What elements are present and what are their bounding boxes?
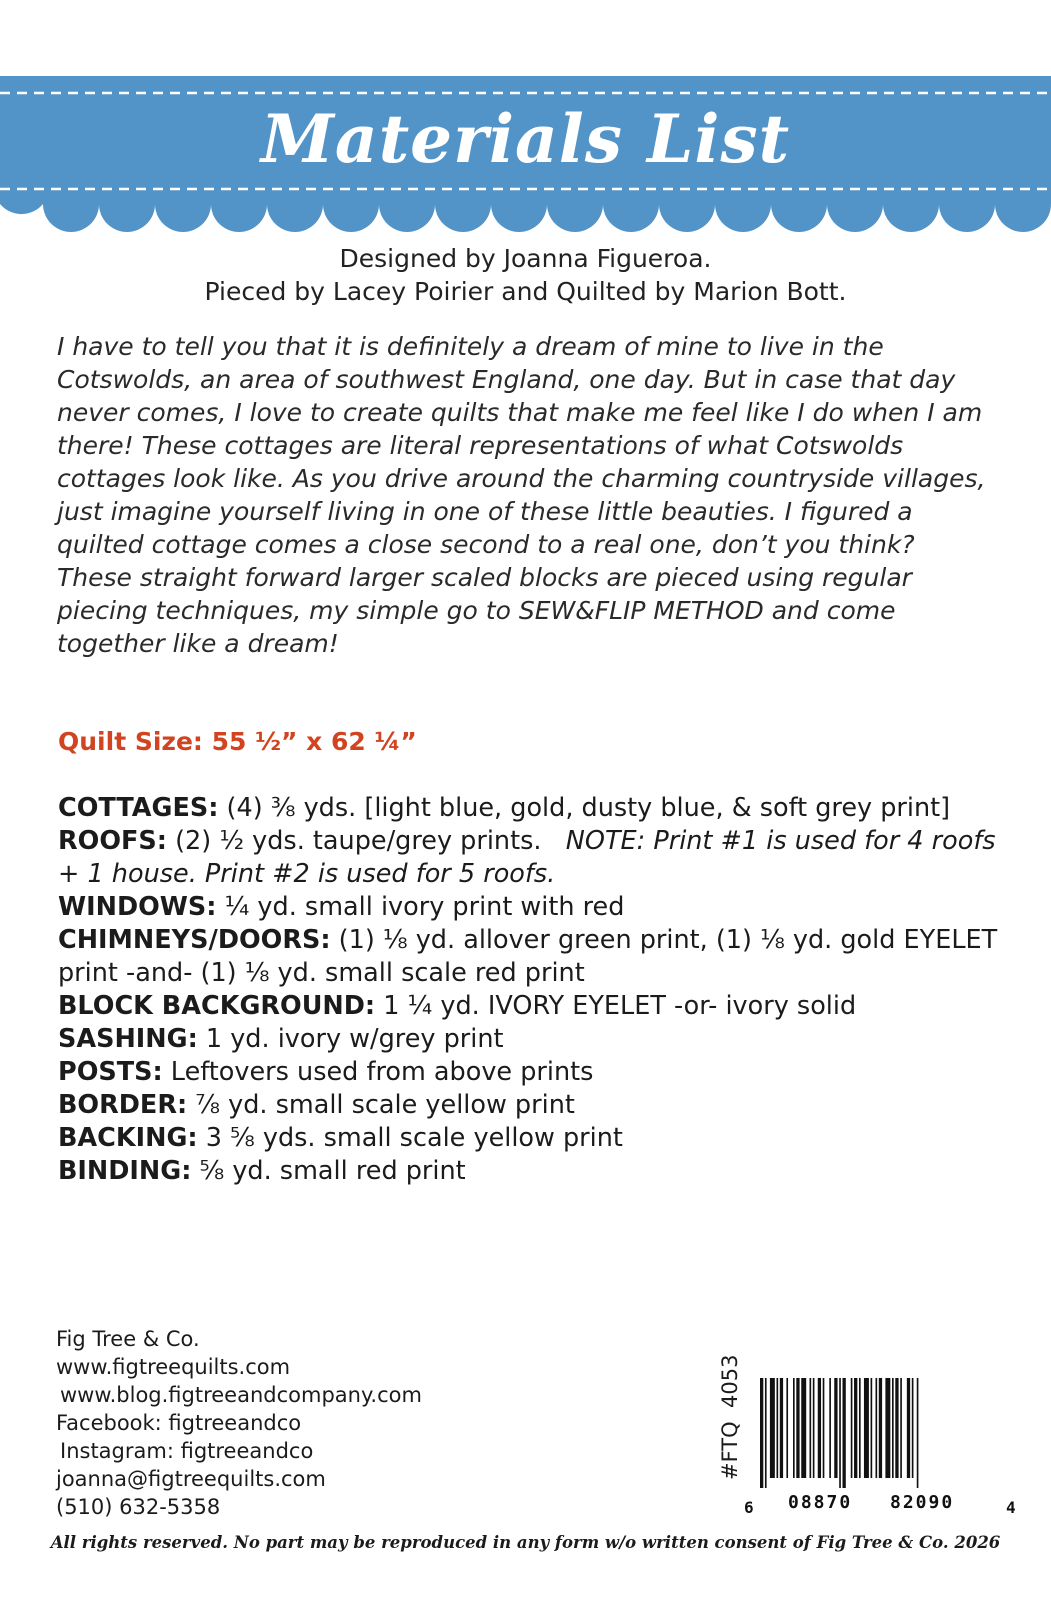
barcode-bar: [810, 1378, 812, 1478]
material-backing: [58, 1122, 1018, 1155]
barcode-check-digit: 4: [1006, 1498, 1016, 1517]
material-text: 1 ¼ yd. IVORY EYELET -or- ivory solid: [375, 991, 857, 1021]
barcode-bar: [786, 1378, 788, 1478]
materials-banner: [0, 76, 1051, 236]
material-text: (1) ⅛ yd. allover green print, (1) ⅛ yd. gold EYELET print -and- (1) ⅛ yd. small scale red print: [58, 925, 998, 988]
material-label: ROOFS:: [58, 826, 167, 856]
barcode-bar: [813, 1378, 815, 1478]
barcode-bar: [760, 1378, 763, 1488]
pieced-credit: Pieced by Lacey Poirier and Quilted by Marion Bott.: [204, 277, 847, 306]
credits: [0, 242, 1051, 308]
material-text: 3 ⅝ yds. small scale yellow print: [197, 1123, 623, 1153]
barcode-bar: [892, 1378, 894, 1478]
material-label: BLOCK BACKGROUND:: [58, 991, 376, 1021]
facebook-handle: Facebook: figtreeandco: [56, 1411, 302, 1435]
barcode-bar: [900, 1378, 902, 1478]
barcode-bar: [839, 1378, 841, 1488]
barcode-bar: [859, 1378, 861, 1478]
material-border: [58, 1089, 1018, 1122]
material-sashing: [58, 1023, 1018, 1056]
material-note: NOTE: Print #1 is used for 4 roofs + 1 house. Print #2 is used for 5 roofs.: [58, 826, 996, 889]
barcode-bar: [770, 1378, 775, 1478]
barcode-bar: [871, 1378, 873, 1478]
barcode-bar: [854, 1378, 857, 1478]
barcode-bar: [777, 1378, 779, 1478]
material-label: WINDOWS:: [58, 892, 217, 922]
material-text: ⅝ yd. small red print: [191, 1156, 466, 1186]
instagram-handle: Instagram: figtreeandco: [60, 1439, 314, 1463]
barcode-bar: [765, 1378, 767, 1488]
material-cottages: [58, 792, 1018, 825]
barcode-bar: [851, 1378, 853, 1478]
barcode-bar: [917, 1378, 919, 1488]
quilt-size: Quilt Size: 55 ½” x 62 ¼”: [58, 727, 417, 756]
materials-list: [58, 792, 1018, 1188]
page-title: Materials List: [260, 100, 791, 178]
material-label: BACKING:: [58, 1123, 198, 1153]
email-link[interactable]: joanna@figtreequilts.com: [56, 1467, 326, 1491]
barcode-bar: [793, 1378, 795, 1478]
material-text: (4) ⅜ yds. [light blue, gold, dusty blue, & soft grey print]: [218, 793, 951, 823]
barcode-bar: [912, 1378, 914, 1478]
material-label: BINDING:: [58, 1156, 192, 1186]
barcode-bar: [907, 1378, 910, 1478]
barcode-image: [760, 1378, 1002, 1488]
material-chimneys-doors: [58, 924, 1018, 990]
barcode-bar: [818, 1378, 821, 1478]
barcode-bar: [780, 1378, 783, 1478]
barcode-bar: [879, 1378, 882, 1478]
barcode-bar: [885, 1378, 890, 1478]
designer-credit: Designed by Joanna Figueroa.: [339, 244, 712, 273]
website-link[interactable]: www.figtreequilts.com: [56, 1355, 291, 1379]
contact-info: [56, 1325, 422, 1521]
intro-text: [57, 330, 1007, 660]
barcode-bar: [895, 1378, 898, 1478]
barcode-lead-digit: 6: [744, 1498, 754, 1517]
intro-paragraph-1: I have to tell you that it is definitely a dream of mine to live in the Cotswolds, an area of southwest England, one day. But in case that day never comes, I love to create quilts that make me feel like I do when I am there! These cottages are literal representations of what Cotswolds cottages look like. As you drive around the charming countryside villages, just imagine yourself living in one of these little beauties. I figured a quilted cottage comes a close second to a real one, don’t you think?: [57, 332, 986, 559]
material-roofs: [58, 825, 1018, 891]
intro-paragraph-2: These straight forward larger scaled blocks are pieced using regular piecing techniques, my simple go to SEW&FLIP METHOD and come together like a dream!: [57, 563, 912, 658]
material-label: SASHING:: [58, 1024, 198, 1054]
material-text: 1 yd. ivory w/grey print: [197, 1024, 504, 1054]
material-text: Leftovers used from above prints: [162, 1057, 594, 1087]
material-binding: [58, 1155, 1018, 1188]
barcode-bar: [834, 1378, 837, 1478]
company-name: Fig Tree & Co.: [56, 1327, 200, 1351]
barcode-bar: [823, 1378, 825, 1478]
material-text: ⅞ yd. small scale yellow print: [187, 1090, 575, 1120]
material-windows: [58, 891, 1018, 924]
material-text: ¼ yd. small ivory print with red: [216, 892, 625, 922]
barcode-bar: [843, 1378, 846, 1488]
barcode-bar: [801, 1378, 806, 1478]
blog-link[interactable]: www.blog.figtreeandcompany.com: [60, 1383, 422, 1407]
copyright-footer: All rights reserved. No part may be reproduced in any form w/o written consent of Fig Tree & Co. 2026: [50, 1533, 1001, 1552]
material-posts: [58, 1056, 1018, 1089]
material-label: CHIMNEYS/DOORS:: [58, 925, 331, 955]
barcode-bar: [796, 1378, 799, 1478]
barcode-bar: [876, 1378, 878, 1478]
barcode-left-group: 08870: [788, 1492, 853, 1513]
barcode-right-group: 82090: [890, 1492, 955, 1513]
material-text: (2) ½ yds. taupe/grey prints.: [166, 826, 566, 856]
material-block-background: [58, 990, 1018, 1023]
phone-number: (510) 632-5358: [56, 1495, 221, 1519]
barcode-bar: [864, 1378, 869, 1478]
material-label: COTTAGES:: [58, 793, 219, 823]
sku-code: #FTQ 4053: [718, 1354, 742, 1480]
material-label: POSTS:: [58, 1057, 163, 1087]
material-label: BORDER:: [58, 1090, 188, 1120]
barcode-bar: [829, 1378, 831, 1478]
